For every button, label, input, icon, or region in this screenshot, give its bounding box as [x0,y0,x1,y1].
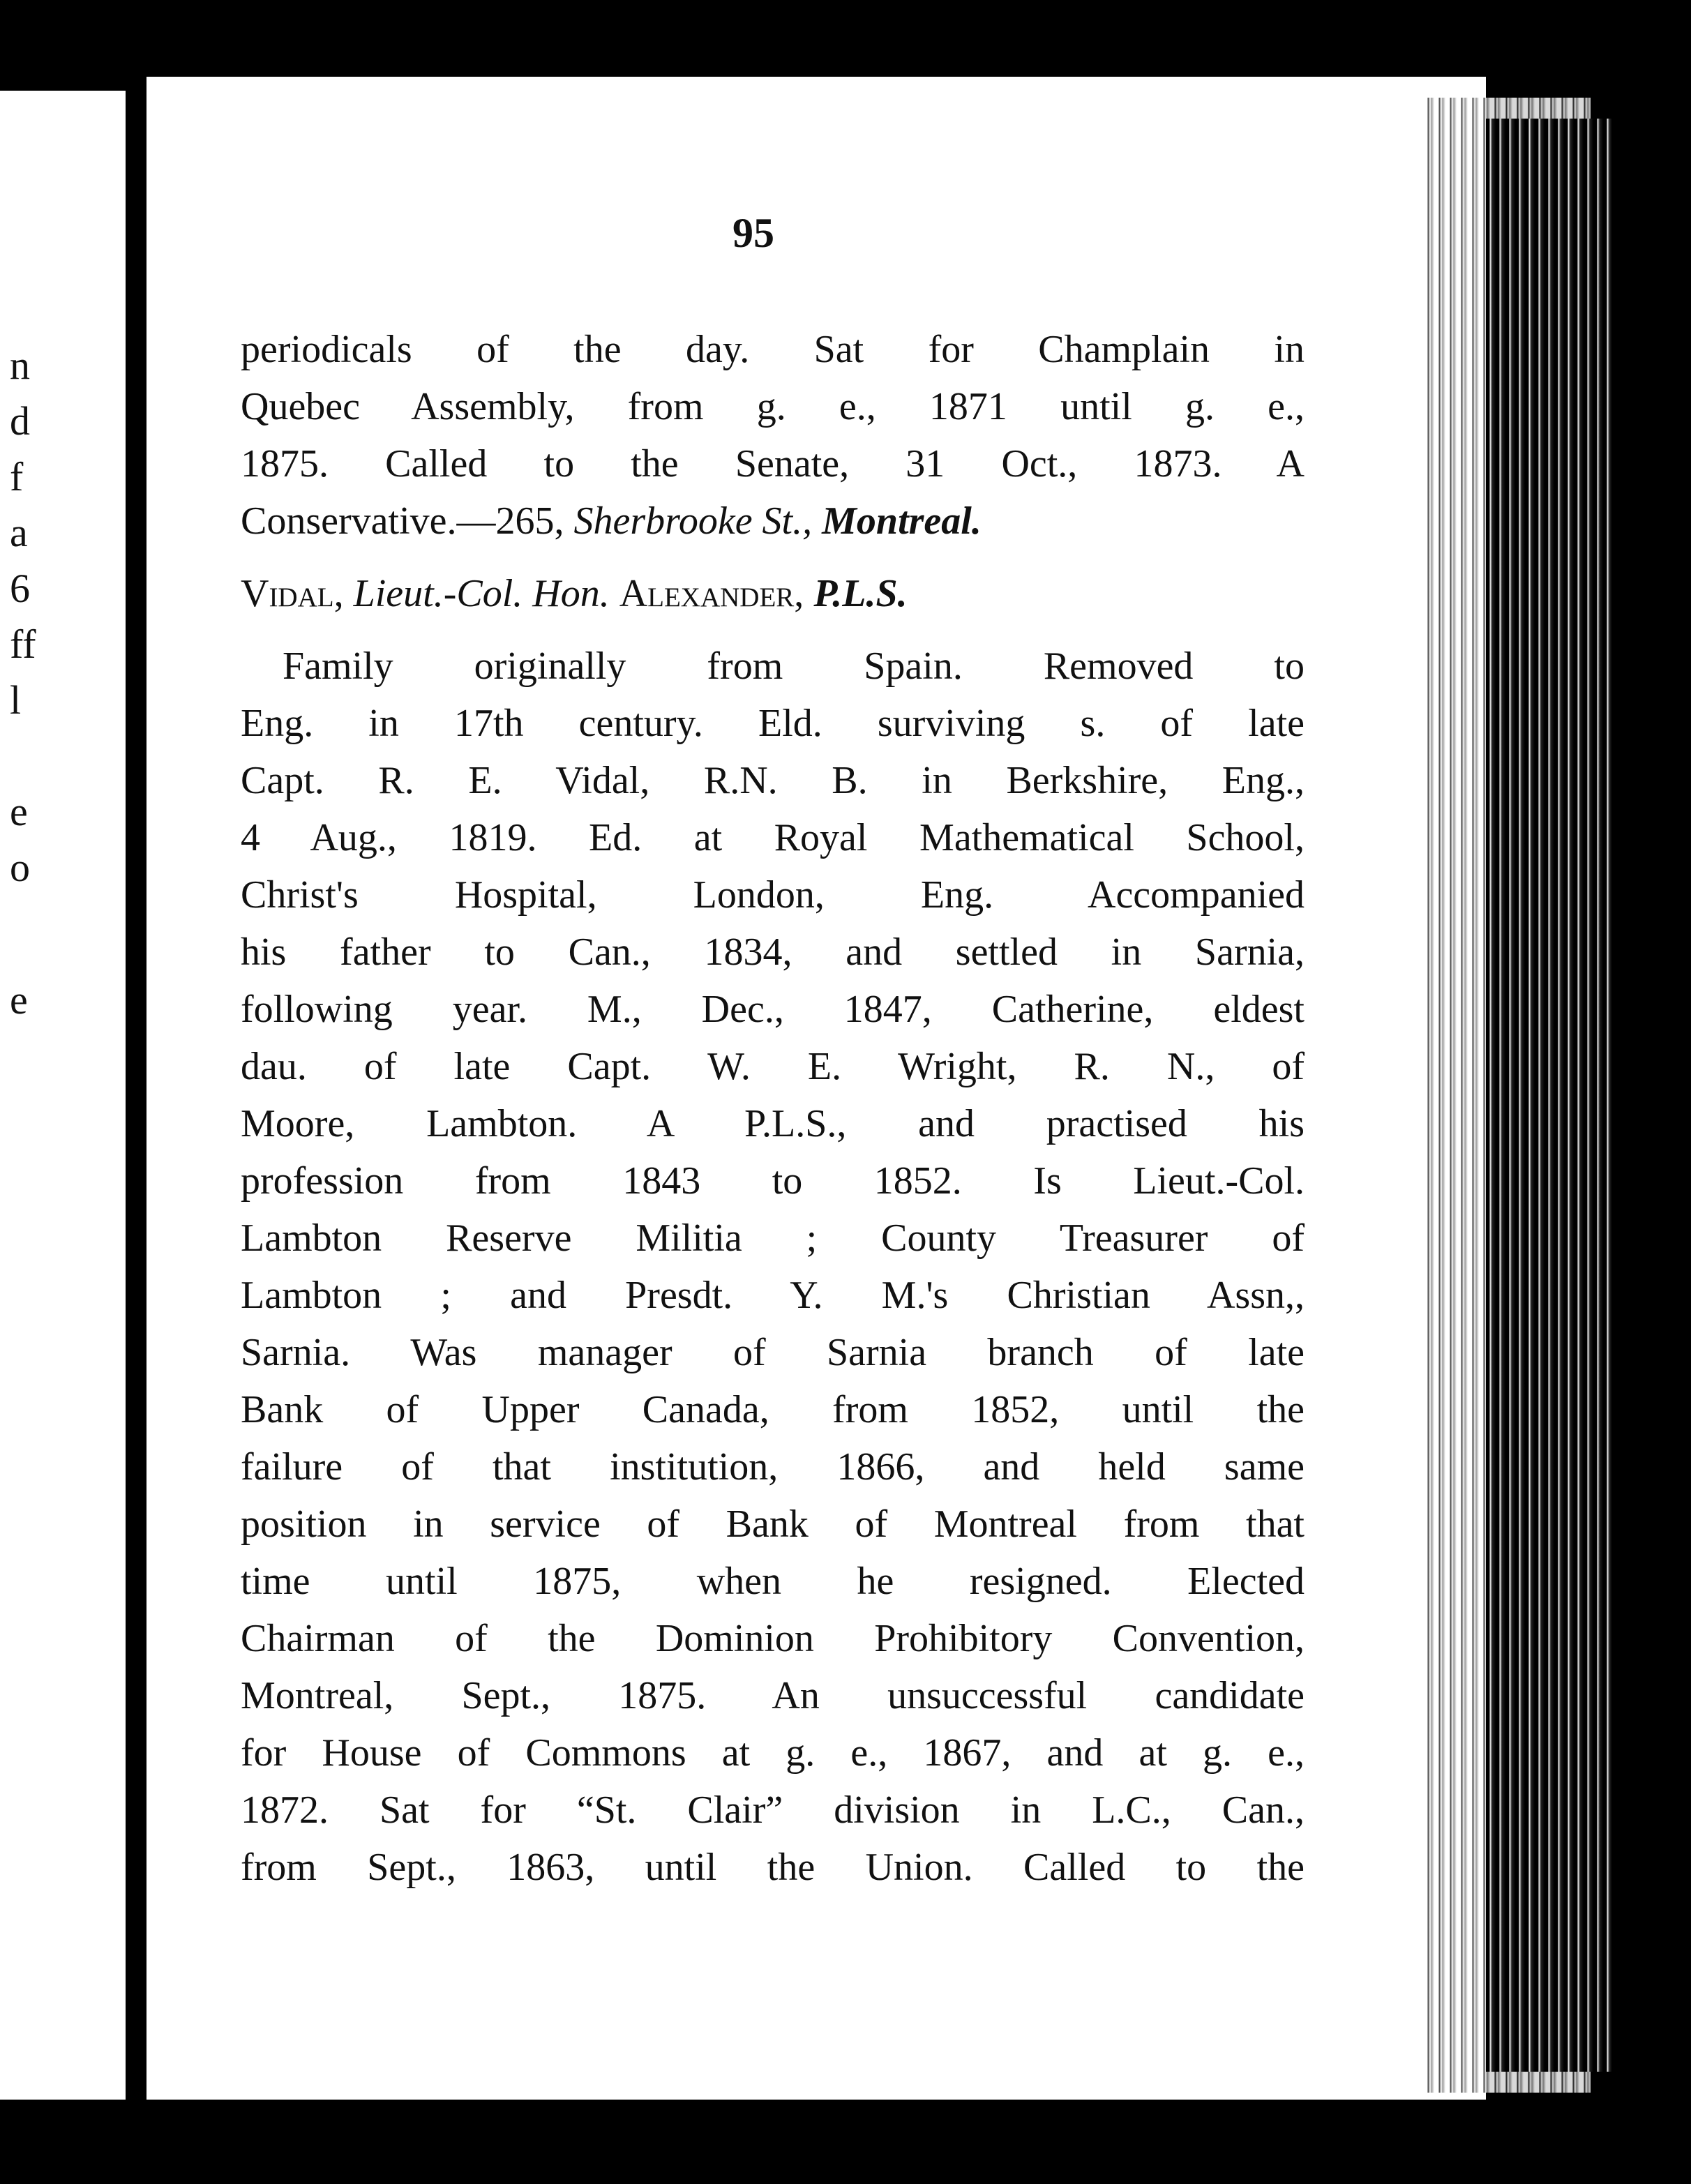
address-city: Montreal. [822,499,982,543]
entry-given-name: Alexander, [619,572,804,615]
book-spine [127,91,146,2100]
text-line: from Sept., 1863, until the Union. Called to the [241,1846,1305,1889]
margin-fragment: 6 [10,566,30,611]
margin-fragment: e [10,789,28,834]
text-line: profession from 1843 to 1852. Is Lieut.-Col. [241,1159,1305,1203]
text-line: Family originally from Spain. Removed to [283,645,1305,688]
margin-fragment: e [10,977,28,1023]
text-line: failure of that institution, 1866, and held same [241,1445,1305,1489]
margin-fragment: l [10,677,22,723]
text-line [241,492,1305,550]
text-line: 1872. Sat for “St. Clair” division in L.C., Can., [241,1788,1305,1832]
text-line: position in service of Bank of Montreal from that [241,1503,1305,1546]
entry-heading [241,565,1305,622]
margin-fragment: f [10,454,24,499]
text-line: Chairman of the Dominion Prohibitory Convention, [241,1617,1305,1660]
page-number: 95 [732,210,774,256]
text-line: Moore, Lambton. A P.L.S., and practised his [241,1102,1305,1145]
text-line: Sarnia. Was manager of Sarnia branch of late [241,1331,1305,1374]
body-text [241,321,1305,1896]
margin-fragment: n [10,342,30,388]
facing-page-fragment [0,91,126,2100]
page-edges-shadow [1486,119,1611,2072]
text-line: periodicals of the day. Sat for Champlain in [241,328,1305,371]
text-line: Lambton Reserve Militia ; County Treasurer of [241,1217,1305,1260]
text-line: Christ's Hospital, London, Eng. Accompanied [241,873,1305,917]
text-line: his father to Can., 1834, and settled in Sarnia, [241,931,1305,974]
text-line: Lambton ; and Presdt. Y. M.'s Christian Assn,, [241,1274,1305,1317]
text-line: 4 Aug., 1819. Ed. at Royal Mathematical School, [241,816,1305,859]
text-line: Bank of Upper Canada, from 1852, until the [241,1388,1305,1431]
text-line: time until 1875, when he resigned. Elected [241,1560,1305,1603]
margin-fragment: a [10,510,28,555]
entry-surname: Vidal, [241,572,344,615]
address-prefix: Conservative.—265, [241,499,574,543]
entry-suffix: P.L.S. [813,572,908,615]
margin-fragment: o [10,845,30,890]
text-line: Montreal, Sept., 1875. An unsuccessful candidate [241,1674,1305,1717]
text-line: dau. of late Capt. W. E. Wright, R. N., of [241,1045,1305,1088]
text-line: following year. M., Dec., 1847, Catherine, eldest [241,988,1305,1031]
text-line: Capt. R. E. Vidal, R.N. B. in Berkshire, Eng., [241,759,1305,802]
entry-rank: Lieut.-Col. Hon. [353,572,610,615]
text-line: Quebec Assembly, from g. e., 1871 until g. e., [241,385,1305,428]
text-line: Eng. in 17th century. Eld. surviving s. of late [241,702,1305,745]
margin-fragment: ff [10,622,36,667]
margin-fragment: d [10,398,30,444]
text-line: 1875. Called to the Senate, 31 Oct., 1873. A [241,442,1305,485]
address-street: Sherbrooke St., [573,499,813,543]
text-line: for House of Commons at g. e., 1867, and at g. e., [241,1731,1305,1775]
